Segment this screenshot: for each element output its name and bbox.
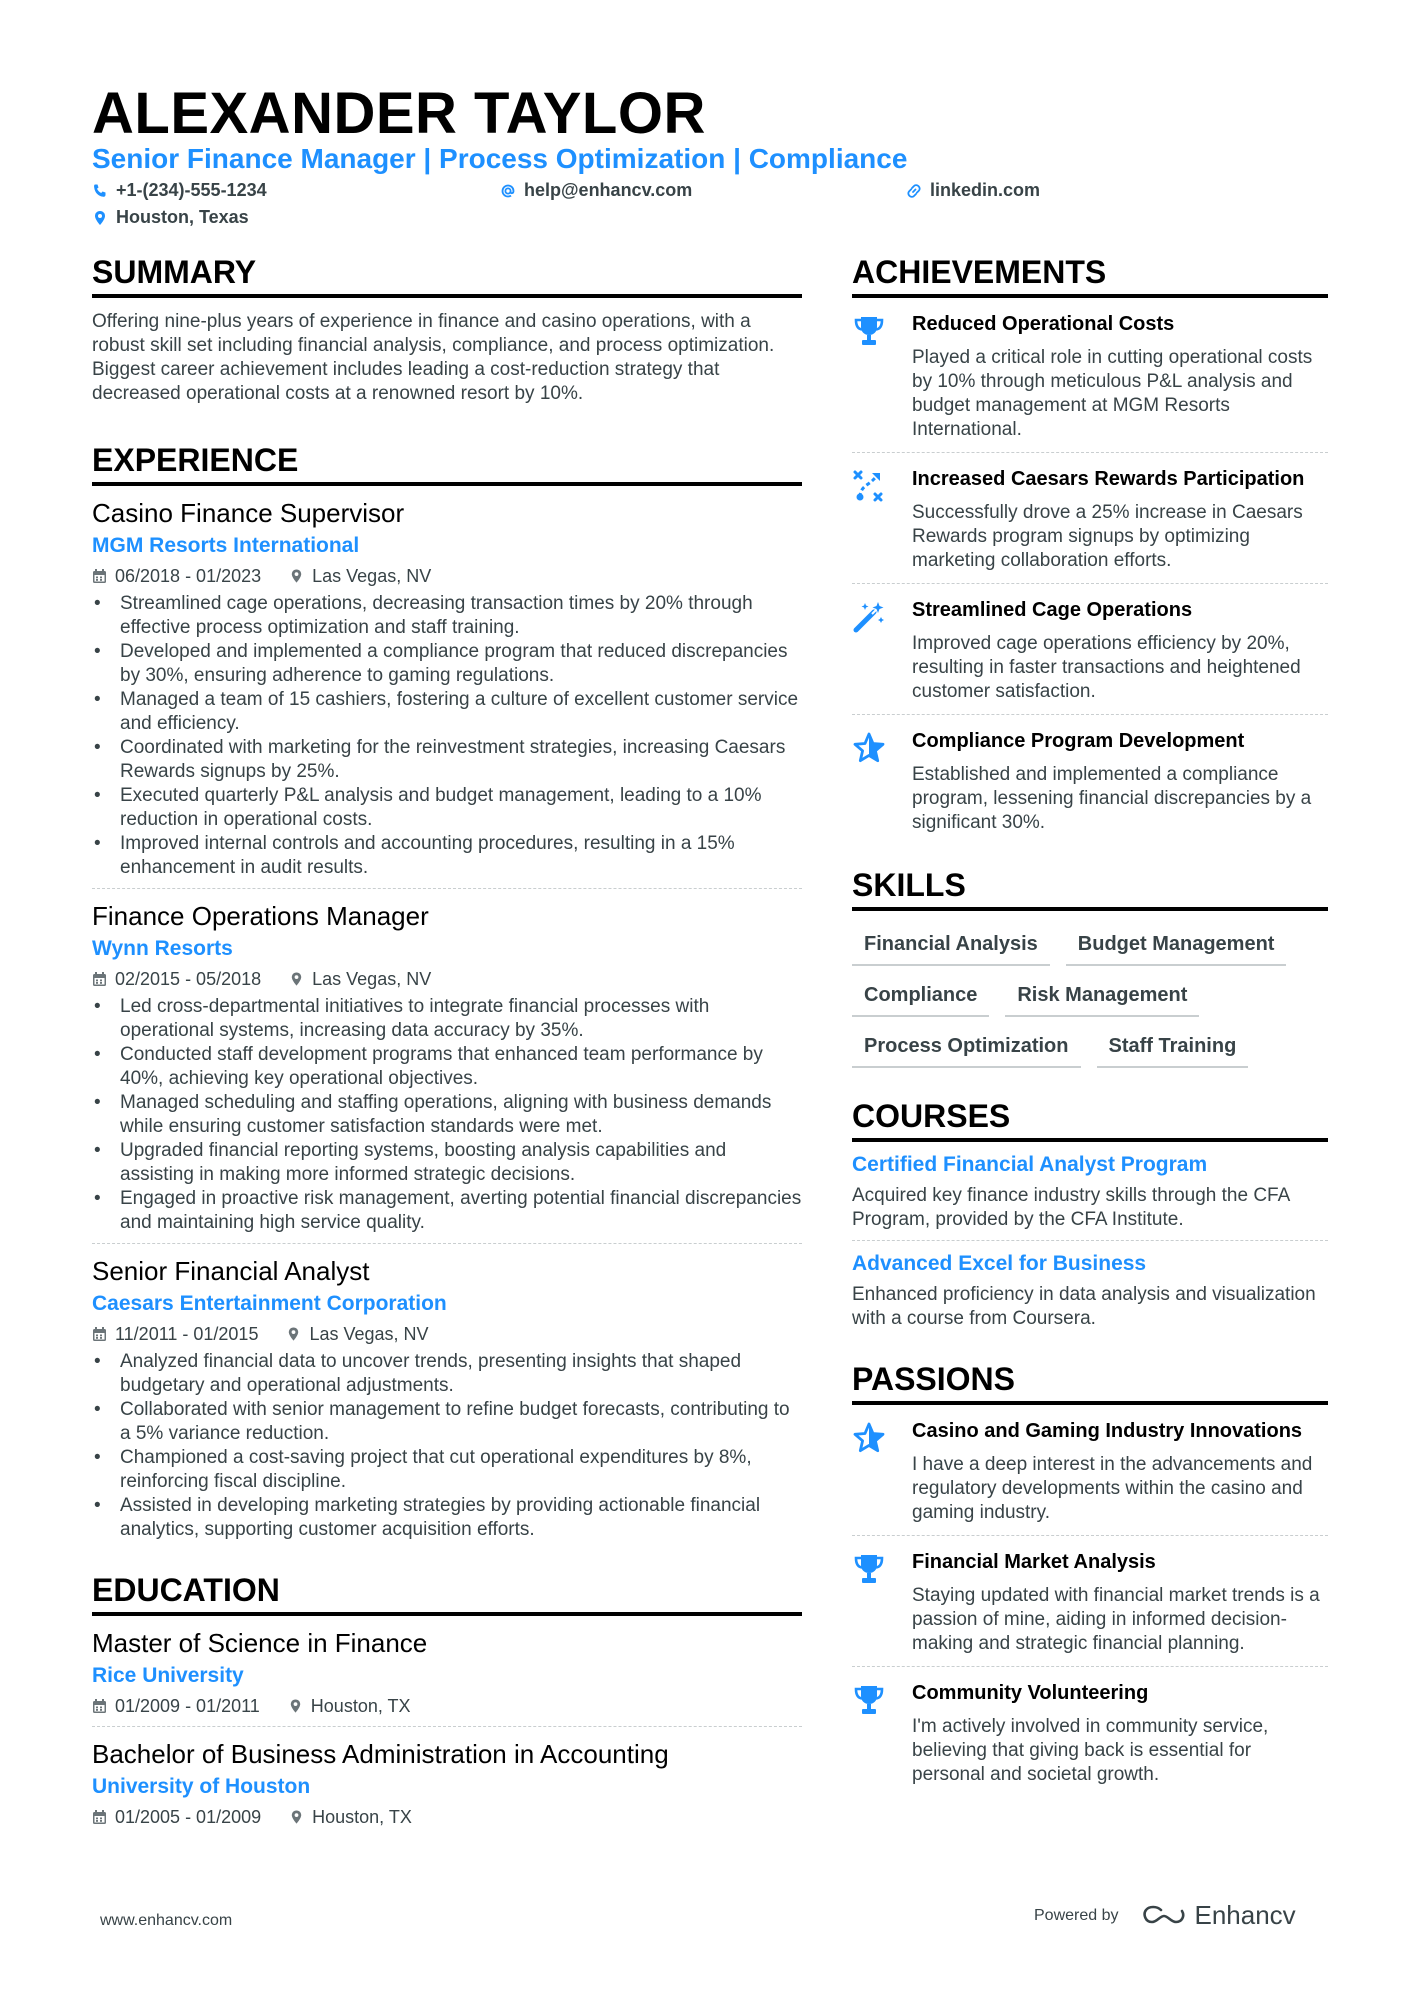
achievement-item [852, 298, 1328, 452]
achievement-desc: Improved cage operations efficiency by 20%, resulting in faster transactions and heightened customer satisfaction. [912, 633, 1301, 702]
courses-heading: COURSES [852, 1096, 1328, 1142]
passion-title: Casino and Gaming Industry Innovations [912, 1420, 1303, 1442]
location-pin-icon [286, 1326, 301, 1342]
trophy-icon [852, 1683, 886, 1717]
job-bullet: • Managed scheduling and staffing operations, aligning with business demands while ensuring customer satisfaction standards were met. [92, 1091, 802, 1139]
course-title: Certified Financial Analyst Program [852, 1153, 1208, 1176]
job-bullet: • Assisted in developing marketing strategies by providing actionable financial analytics, supporting customer acquisition efforts. [92, 1494, 802, 1542]
skill-tag: Compliance [852, 970, 989, 1017]
education-entry [92, 1616, 802, 1726]
passions-section [852, 1359, 1328, 1797]
phone-icon [92, 183, 108, 199]
job-title: Senior Financial Analyst [92, 1256, 370, 1286]
summary-text: Offering nine-plus years of experience in finance and casino operations, with a robust skill set including financial analysis, compliance, and process optimization. Biggest career achievement includes leading a cost-reduction strategy that decreased operational costs at a renowned resort by 10%. [92, 311, 775, 404]
strategy-icon [852, 469, 886, 503]
skill-tag: Process Optimization [852, 1021, 1081, 1068]
skill-tag: Risk Management [1005, 970, 1199, 1017]
job-entry [92, 486, 802, 888]
passion-desc: I'm actively involved in community service, believing that giving back is essential for personal and societal growth. [912, 1716, 1269, 1785]
job-bullet: • Conducted staff development programs that enhanced team performance by 40%, achieving key operational objectives. [92, 1043, 802, 1091]
job-entry [92, 888, 802, 1243]
achievement-desc: Played a critical role in cutting operational costs by 10% through meticulous P&L analysis and budget management at MGM Resorts International. [912, 347, 1313, 440]
course-title: Advanced Excel for Business [852, 1252, 1147, 1275]
degree-title: Master of Science in Finance [92, 1628, 428, 1658]
location-pin-icon [289, 1809, 304, 1825]
job-meta [92, 1322, 802, 1346]
brand-name: Enhancv [1194, 1900, 1296, 1930]
location-pin-icon [92, 210, 108, 226]
achievements-section [852, 252, 1328, 845]
job-meta [92, 564, 802, 588]
passion-desc: Staying updated with financial market trends is a passion of mine, aiding in informed decision-making and strategic financial planning. [912, 1585, 1320, 1654]
left-column [92, 252, 802, 1837]
contact-location [92, 207, 249, 228]
email-text: help@enhancv.com [524, 180, 693, 200]
job-company: Caesars Entertainment Corporation [92, 1292, 447, 1315]
education-meta [92, 1805, 802, 1829]
contact-phone[interactable] [92, 180, 267, 201]
job-dates: 02/2015 - 05/2018 [115, 969, 262, 989]
achievement-desc: Successfully drove a 25% increase in Caesars Rewards program signups by optimizing marketing collaboration efforts. [912, 502, 1303, 571]
job-company: MGM Resorts International [92, 534, 360, 557]
calendar-icon [92, 1326, 107, 1342]
footer-brand[interactable] [1034, 1900, 1296, 1931]
job-bullet: • Streamlined cage operations, decreasing transaction times by 20% through effective process optimization and staff training. [92, 592, 802, 640]
job-bullet: • Analyzed financial data to uncover trends, presenting insights that shaped budgetary and operational adjustments. [92, 1350, 802, 1398]
location-pin-icon [289, 568, 304, 584]
passions-heading: PASSIONS [852, 1359, 1328, 1405]
location-pin-icon [289, 971, 304, 987]
job-bullet: • Improved internal controls and accounting procedures, resulting in a 15% enhancement in audit results. [92, 832, 802, 880]
course-desc: Enhanced proficiency in data analysis and visualization with a course from Coursera. [852, 1284, 1316, 1329]
skill-tag: Budget Management [1066, 919, 1287, 966]
education-location: Houston, TX [312, 1807, 412, 1827]
achievement-item [852, 452, 1328, 583]
location-pin-icon [288, 1698, 303, 1714]
phone-text: +1-(234)-555-1234 [116, 180, 267, 200]
experience-section [92, 440, 802, 1550]
education-meta [92, 1694, 802, 1718]
experience-heading: EXPERIENCE [92, 440, 802, 486]
job-bullets [92, 995, 802, 1235]
footer-website[interactable]: www.enhancv.com [100, 1912, 233, 1929]
education-entry [92, 1726, 802, 1837]
achievement-title: Streamlined Cage Operations [912, 599, 1193, 621]
job-bullet: • Engaged in proactive risk management, averting potential financial discrepancies and maintaining high service quality. [92, 1187, 802, 1235]
star-icon [852, 731, 886, 765]
linkedin-text: linkedin.com [930, 180, 1041, 200]
course-item [852, 1142, 1328, 1240]
job-bullet: • Upgraded financial reporting systems, boosting analysis capabilities and assisting in making more informed strategic decisions. [92, 1139, 802, 1187]
contact-email[interactable] [500, 180, 692, 201]
passion-item [852, 1405, 1328, 1535]
job-bullet: • Collaborated with senior management to refine budget forecasts, contributing to a 5% variance reduction. [92, 1398, 802, 1446]
education-dates: 01/2009 - 01/2011 [115, 1696, 260, 1716]
passion-desc: I have a deep interest in the advancements and regulatory developments within the casino and gaming industry. [912, 1454, 1313, 1523]
passion-title: Financial Market Analysis [912, 1551, 1156, 1573]
summary-section [92, 252, 802, 406]
job-bullets [92, 1350, 802, 1542]
job-location: Las Vegas, NV [309, 1324, 429, 1344]
location-text: Houston, Texas [116, 207, 249, 227]
job-dates: 11/2011 - 01/2015 [115, 1324, 259, 1344]
job-location: Las Vegas, NV [312, 566, 432, 586]
brand-logo [1141, 1900, 1296, 1931]
school-name: Rice University [92, 1664, 244, 1687]
job-title: Finance Operations Manager [92, 901, 429, 931]
job-bullet: • Championed a cost-saving project that cut operational expenditures by 8%, reinforcing fiscal discipline. [92, 1446, 802, 1494]
passion-item [852, 1666, 1328, 1797]
achievement-item [852, 583, 1328, 714]
achievement-title: Increased Caesars Rewards Participation [912, 468, 1305, 490]
courses-section [852, 1096, 1328, 1339]
achievement-title: Compliance Program Development [912, 730, 1245, 752]
job-bullet: • Managed a team of 15 cashiers, fostering a culture of excellent customer service and efficiency. [92, 688, 802, 736]
skill-tag: Staff Training [1097, 1021, 1249, 1068]
magic-wand-icon [852, 600, 886, 634]
education-dates: 01/2005 - 01/2009 [115, 1807, 262, 1827]
job-bullet: • Led cross-departmental initiatives to integrate financial processes with operational systems, increasing data accuracy by 35%. [92, 995, 802, 1043]
achievement-item [852, 714, 1328, 845]
right-column [852, 252, 1328, 1797]
trophy-icon [852, 314, 886, 348]
enhancv-logo-icon [1141, 1904, 1187, 1928]
skill-tag: Financial Analysis [852, 919, 1050, 966]
job-company: Wynn Resorts [92, 937, 233, 960]
at-icon [500, 183, 516, 199]
star-icon [852, 1421, 886, 1455]
job-meta [92, 967, 802, 991]
calendar-icon [92, 971, 107, 987]
course-item [852, 1240, 1328, 1339]
job-location: Las Vegas, NV [312, 969, 432, 989]
candidate-name: ALEXANDER TAYLOR [92, 81, 706, 146]
trophy-icon [852, 1552, 886, 1586]
course-desc: Acquired key finance industry skills through the CFA Program, provided by the CFA Institute. [852, 1185, 1290, 1230]
achievement-desc: Established and implemented a compliance program, lessening financial discrepancies by a significant 30%. [912, 764, 1312, 833]
calendar-icon [92, 568, 107, 584]
calendar-icon [92, 1809, 107, 1825]
job-bullets [92, 592, 802, 880]
summary-heading: SUMMARY [92, 252, 802, 298]
education-section [92, 1570, 802, 1837]
achievements-heading: ACHIEVEMENTS [852, 252, 1328, 298]
passion-title: Community Volunteering [912, 1682, 1149, 1704]
skills-list [852, 919, 1328, 1072]
job-title: Casino Finance Supervisor [92, 498, 405, 528]
education-heading: EDUCATION [92, 1570, 802, 1616]
school-name: University of Houston [92, 1775, 311, 1798]
skills-heading: SKILLS [852, 865, 1328, 911]
calendar-icon [92, 1698, 107, 1714]
job-dates: 06/2018 - 01/2023 [115, 566, 262, 586]
achievement-title: Reduced Operational Costs [912, 313, 1175, 335]
candidate-title: Senior Finance Manager | Process Optimization | Compliance [92, 143, 908, 174]
education-location: Houston, TX [310, 1696, 411, 1716]
job-bullet: • Coordinated with marketing for the reinvestment strategies, increasing Caesars Rewards signups by 25%. [92, 736, 802, 784]
contact-linkedin[interactable] [906, 180, 1040, 201]
job-bullet: • Developed and implemented a compliance program that reduced discrepancies by 30%, ensuring adherence to gaming regulations. [92, 640, 802, 688]
job-bullet: • Executed quarterly P&L analysis and budget management, leading to a 10% reduction in operational costs. [92, 784, 802, 832]
degree-title: Bachelor of Business Administration in Accounting [92, 1739, 669, 1769]
link-icon [906, 183, 922, 199]
powered-by-label: Powered by [1034, 1906, 1119, 1924]
skills-section [852, 865, 1328, 1072]
passion-item [852, 1535, 1328, 1666]
job-entry [92, 1243, 802, 1550]
